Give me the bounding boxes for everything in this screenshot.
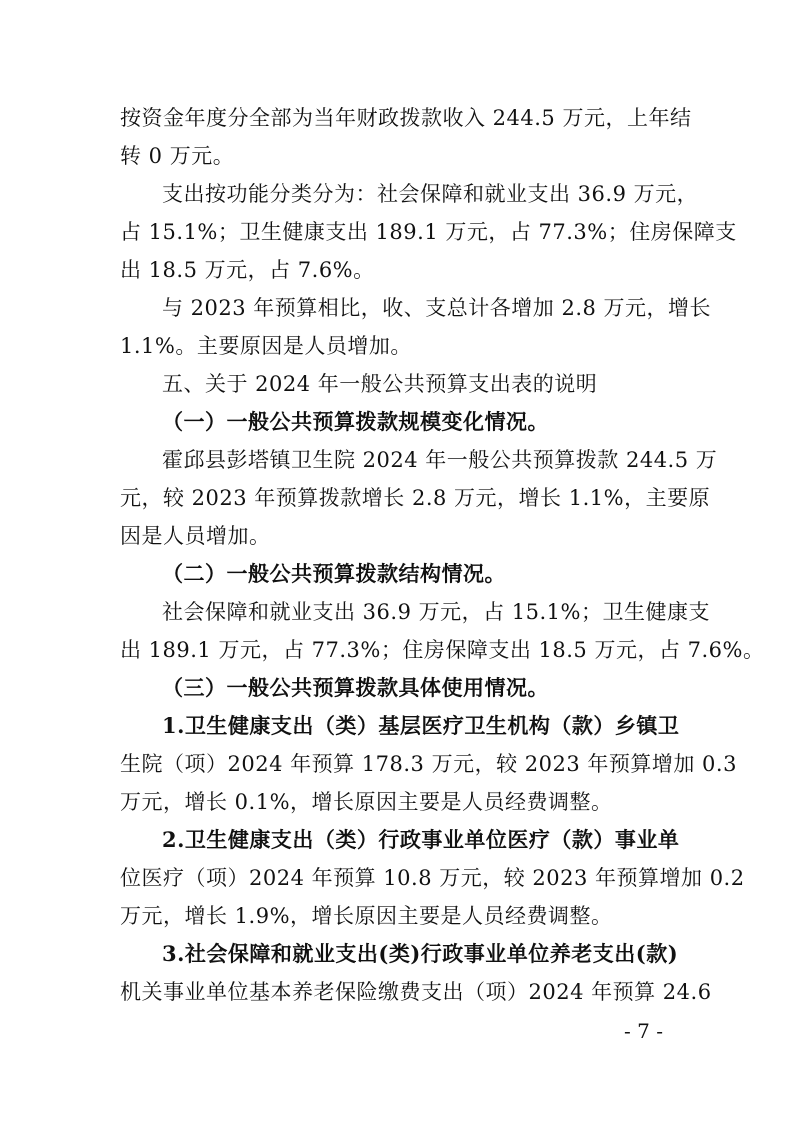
- item-heading: 3.社会保障和就业支出(类)行政事业单位养老支出(款): [162, 941, 679, 966]
- page-number: - 7 -: [624, 1019, 663, 1043]
- paragraph-line: 生院（项）2024 年预算 178.3 万元，较 2023 年预算增加 0.3: [120, 752, 737, 776]
- paragraph-line: 位医疗（项）2024 年预算 10.8 万元，较 2023 年预算增加 0.2: [120, 866, 745, 890]
- subsection-heading: （三）一般公共预算拨款具体使用情况。: [162, 675, 549, 700]
- paragraph-line: 万元，增长 1.9%，增长原因主要是人员经费调整。: [120, 904, 613, 928]
- paragraph-line: 社会保障和就业支出 36.9 万元，占 15.1%；卫生健康支: [162, 600, 710, 624]
- section-heading: 五、关于 2024 年一般公共预算支出表的说明: [162, 372, 598, 396]
- paragraph-line: 机关事业单位基本养老保险缴费支出（项）2024 年预算 24.6: [120, 980, 712, 1004]
- paragraph-line: 1.1%。主要原因是人员增加。: [120, 334, 412, 358]
- paragraph-line: 出 18.5 万元，占 7.6%。: [120, 258, 375, 282]
- paragraph-line: 因是人员增加。: [120, 524, 271, 548]
- paragraph-line: 占 15.1%；卫生健康支出 189.1 万元，占 77.3%；住房保障支: [120, 220, 737, 244]
- subsection-heading: （一）一般公共预算拨款规模变化情况。: [162, 409, 549, 434]
- paragraph-line: 霍邱县彭塔镇卫生院 2024 年一般公共预算拨款 244.5 万: [162, 448, 718, 472]
- paragraph-line: 支出按功能分类分为：社会保障和就业支出 36.9 万元，: [162, 182, 699, 206]
- paragraph-line: 元，较 2023 年预算拨款增长 2.8 万元，增长 1.1%，主要原: [120, 486, 711, 510]
- paragraph-line: 与 2023 年预算相比，收、支总计各增加 2.8 万元，增长: [162, 296, 712, 320]
- paragraph-line: 转 0 万元。: [120, 144, 235, 168]
- paragraph-line: 万元，增长 0.1%，增长原因主要是人员经费调整。: [120, 790, 613, 814]
- paragraph-line: 按资金年度分全部为当年财政拨款收入 244.5 万元，上年结: [120, 106, 692, 130]
- paragraph-line: 出 189.1 万元，占 77.3%；住房保障支出 18.5 万元，占 7.6%。: [120, 638, 765, 662]
- item-heading: 1.卫生健康支出（类）基层医疗卫生机构（款）乡镇卫: [162, 713, 680, 738]
- item-heading: 2.卫生健康支出（类）行政事业单位医疗（款）事业单: [162, 827, 680, 852]
- subsection-heading: （二）一般公共预算拨款结构情况。: [162, 561, 506, 586]
